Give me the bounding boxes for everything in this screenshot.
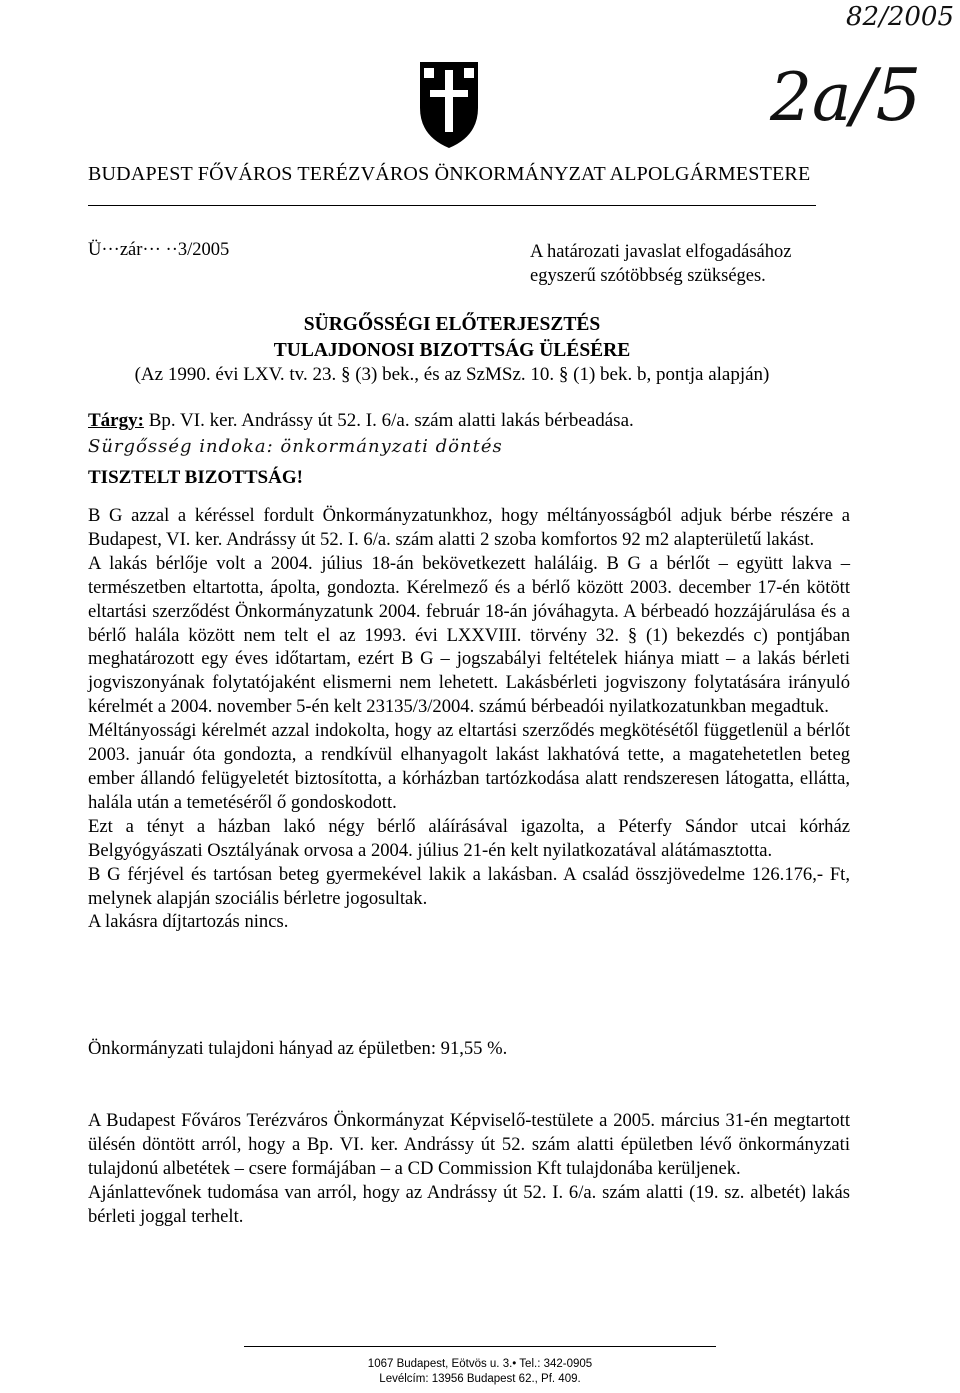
paragraph-request: B G azzal a kéréssel fordult Önkormányzatunkhoz, hogy méltányosságból adjuk bérbe részére a Budapest, VI. ker. Andrássy út 52. I. 6/a. szám alatti 2 szoba komfortos 92 m2 alapterületű lakást. bbox=[88, 505, 850, 550]
handwritten-urgency-note: Sürgősség indoka: önkormányzati döntés bbox=[88, 436, 503, 457]
vote-requirement-note bbox=[530, 240, 830, 288]
paragraph-council-decision: A Budapest Főváros Terézváros Önkormányzat Képviselő-testülete a 2005. március 31-én megtartott ülésén döntött arról, hogy a Bp. VI. ker. Andrássy út 52. szám alatti épületben lévő önkormányzati tulajdonú albetétek – csere formájában – a CD Commission Kft tulajdonába kerüljenek. bbox=[88, 1110, 850, 1179]
body-block-2 bbox=[88, 1109, 850, 1229]
header-rule bbox=[88, 205, 816, 206]
paragraph-equity: Méltányossági kérelmét azzal indokolta, hogy az eltartási szerződés megkötésétől függetlenül a bérlőt 2003. január óta gondozta, a rendkívül elhanyagolt lakást lakhatóvá tette, a magatehetetlen beteg ember állandó felügyeletét biztosította, a kórházban tartózkodása alatt rendszeresen látogatta, ellátta, halála után a temetéséről ő gondoskodott. bbox=[88, 720, 850, 813]
paragraph-household: B G férjével és tartósan beteg gyermekével lakik a lakásban. A család összjövedelme 126.176,- Ft, melynek alapján szociális bérletre jogosultak. bbox=[88, 863, 850, 909]
stamp-suffix: /5 bbox=[851, 53, 922, 137]
salutation: TISZTELT BIZOTTSÁG! bbox=[88, 467, 303, 488]
stamp-main: 2a bbox=[770, 59, 852, 136]
subject-line bbox=[88, 410, 634, 432]
paragraph-arrears: A lakásra díjtartozás nincs. bbox=[88, 911, 289, 933]
coat-of-arms-icon bbox=[418, 60, 480, 150]
handwritten-file-number: 82/2005 bbox=[846, 2, 955, 32]
vote-note-line2: egyszerű szótöbbség szükséges. bbox=[530, 266, 766, 286]
ownership-share: Önkormányzati tulajdoni hányad az épületben: 91,55 %. bbox=[88, 1038, 508, 1059]
document-type-heading: SÜRGŐSSÉGI ELŐTERJESZTÉS bbox=[303, 314, 601, 335]
subject-label: Tárgy: bbox=[88, 410, 144, 431]
handwritten-stamp bbox=[770, 53, 922, 137]
legal-basis: (Az 1990. évi LXV. tv. 23. § (3) bek., és az SzMSz. 10. § (1) bek. b, pontja alapján) bbox=[134, 364, 770, 385]
subject-text: Bp. VI. ker. Andrássy út 52. I. 6/a. szám alatti lakás bérbeadása. bbox=[143, 410, 634, 431]
reference-number: Ü···zár··· ··3/2005 bbox=[88, 240, 230, 260]
paragraph-bidder: Ajánlattevőnek tudomása van arról, hogy az Andrássy út 52. I. 6/a. szám alatti (19. sz. albetét) lakás bérleti joggal terhelt. bbox=[88, 1181, 850, 1227]
office-title: BUDAPEST FŐVÁROS TERÉZVÁROS ÖNKORMÁNYZAT ALPOLGÁRMESTERE bbox=[88, 163, 811, 185]
vote-note-line1: A határozati javaslat elfogadásához bbox=[530, 242, 792, 262]
footer-address: 1067 Budapest, Eötvös u. 3.• Tel.: 342-0905 bbox=[367, 1358, 593, 1370]
committee-heading: TULAJDONOSI BIZOTTSÁG ÜLÉSÉRE bbox=[273, 340, 631, 361]
paragraph-background: A lakás bérlője volt a 2004. július 18-án bekövetkezett haláláig. B G a bérlőt – együtt lakva – természetben eltartotta, ápolta, gondozta. Kérelmező és a bérlő között 2003. december 17-én kötött eltartási szerződést Önkormányzatunk 2004. február 18-án jóváhagyta. A bérbeadó hozzájárulása és a bérlő halála között nem telt el az 1993. évi LXXVIII. törvény 32. § (1) bekezdés c) pontjában meghatározott egy éves időtartam, ezért B G – jogszabályi feltételek hiánya miatt – a lakás bérleti jogviszonyának folytatójaként elismerni nem lehetett. Lakásbérleti jogviszony folytatására irányuló kérelmét a 2004. november 5-én kelt 23135/3/2004. számú bérbeadói nyilatkozatunkban megadtuk. bbox=[88, 552, 850, 718]
footer-rule bbox=[244, 1346, 716, 1347]
footer-contact bbox=[0, 1357, 960, 1387]
body-block-1 bbox=[88, 504, 850, 934]
footer-postal: Levélcím: 13956 Budapest 62., Pf. 409. bbox=[379, 1373, 581, 1385]
paragraph-evidence: Ezt a tényt a házban lakó négy bérlő aláírásával igazolta, a Péterfy Sándor utcai kórház Belgyógyászati Osztályának orvosa a 2004. július 21-én kelt nyilatkozatával alátámasztotta. bbox=[88, 815, 850, 861]
